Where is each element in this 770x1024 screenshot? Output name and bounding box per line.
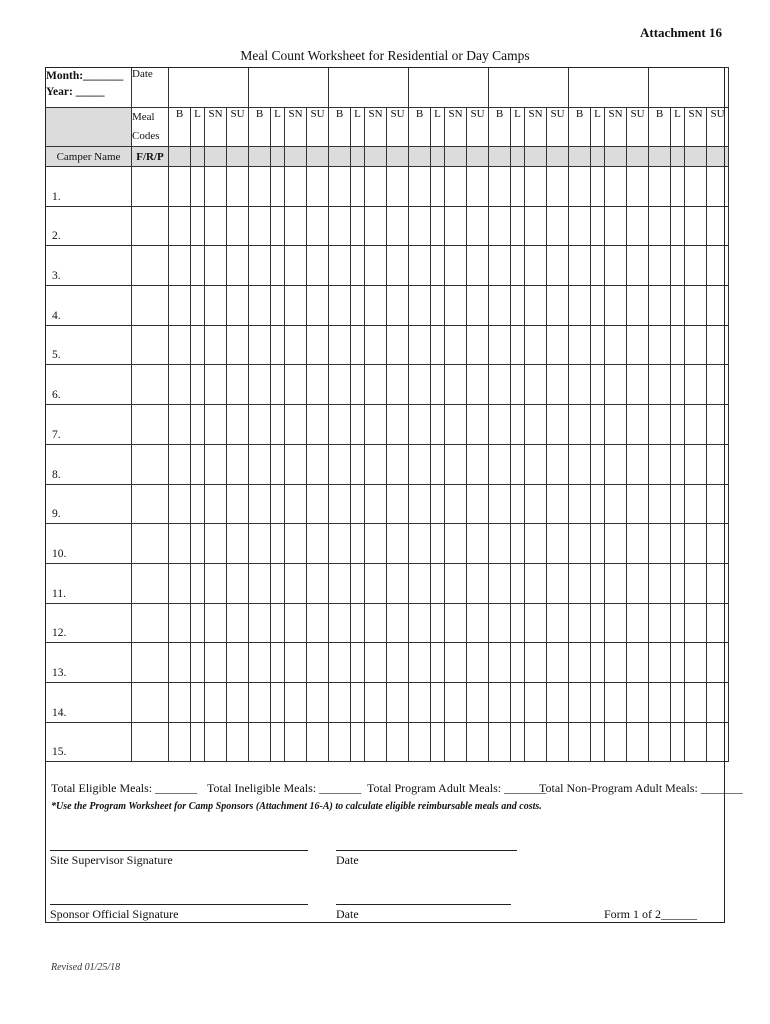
meal-code-header: SN — [205, 108, 227, 147]
camper-name-cell[interactable]: 8. — [46, 444, 132, 484]
date-label-2: Date — [336, 907, 359, 921]
meal-code-header: L — [351, 108, 365, 147]
total-eligible-meals: Total Eligible Meals: _______ — [51, 781, 198, 795]
meal-code-header: SN — [365, 108, 387, 147]
page-title: Meal Count Worksheet for Residential or Day Camps — [240, 48, 530, 63]
camper-name-cell[interactable]: 13. — [46, 643, 132, 683]
meal-code-header: SU — [387, 108, 409, 147]
meal-code-header: B — [569, 108, 591, 147]
camper-name-cell[interactable]: 6. — [46, 365, 132, 405]
meal-code-header: SU — [307, 108, 329, 147]
meal-code-header: SN — [445, 108, 467, 147]
camper-name-cell[interactable]: 7. — [46, 405, 132, 445]
date-label: Date — [132, 68, 169, 108]
meal-code-header: L — [191, 108, 205, 147]
date-label-1: Date — [336, 853, 359, 867]
camper-name-cell[interactable]: 14. — [46, 682, 132, 722]
meal-code-header: B — [489, 108, 511, 147]
year-label: Year: _____ — [46, 86, 105, 98]
camper-name-header: Camper Name — [46, 147, 132, 167]
meal-code-header: L — [591, 108, 605, 147]
meal-code-header: SN — [605, 108, 627, 147]
sponsor-official-signature-line[interactable] — [50, 904, 308, 905]
camper-name-cell[interactable]: 15. — [46, 722, 132, 762]
camper-name-cell[interactable]: 11. — [46, 563, 132, 603]
meal-codes-label-line2: Codes — [132, 130, 160, 142]
date-line-2[interactable] — [336, 904, 511, 905]
meal-code-header: SN — [285, 108, 307, 147]
total-non-program-adult-meals: Total Non-Program Adult Meals: _______ — [539, 781, 743, 795]
camper-name-cell[interactable]: 12. — [46, 603, 132, 643]
meal-code-header: SU — [467, 108, 489, 147]
camper-name-cell[interactable]: 9. — [46, 484, 132, 524]
meal-codes-label-line1: Meal — [132, 111, 155, 123]
camper-name-cell[interactable]: 10. — [46, 524, 132, 564]
meal-code-header: SU — [707, 108, 729, 147]
meal-code-header: B — [409, 108, 431, 147]
meal-code-header: B — [169, 108, 191, 147]
meal-code-header: L — [431, 108, 445, 147]
meal-code-header: SN — [685, 108, 707, 147]
month-label: Month:_______ — [46, 70, 124, 82]
instruction-note: *Use the Program Worksheet for Camp Sponsors (Attachment 16-A) to calculate eligible reimbursable meals and costs. — [51, 801, 542, 812]
revised-date: Revised 01/25/18 — [51, 962, 121, 973]
meal-code-header: SU — [627, 108, 649, 147]
meal-code-header: B — [329, 108, 351, 147]
sponsor-official-signature-label: Sponsor Official Signature — [50, 907, 179, 921]
camper-name-cell[interactable]: 1. — [46, 167, 132, 207]
meal-code-header: B — [649, 108, 671, 147]
meal-code-header: L — [671, 108, 685, 147]
camper-name-cell[interactable]: 2. — [46, 206, 132, 246]
meal-code-header: L — [511, 108, 525, 147]
camper-name-cell[interactable]: 3. — [46, 246, 132, 286]
meal-code-header: SU — [547, 108, 569, 147]
meal-code-header: B — [249, 108, 271, 147]
meal-code-header: SN — [525, 108, 547, 147]
frp-header: F/R/P — [132, 147, 169, 167]
camper-name-cell[interactable]: 5. — [46, 325, 132, 365]
site-supervisor-signature-line[interactable] — [50, 850, 308, 851]
total-program-adult-meals: Total Program Adult Meals: _______ — [367, 781, 547, 795]
date-line-1[interactable] — [336, 850, 517, 851]
camper-name-cell[interactable]: 4. — [46, 286, 132, 326]
form-page-number: Form 1 of 2______ — [604, 907, 697, 921]
attachment-label: Attachment 16 — [640, 25, 722, 40]
meal-code-header: SU — [227, 108, 249, 147]
meal-code-header: L — [271, 108, 285, 147]
site-supervisor-signature-label: Site Supervisor Signature — [50, 853, 173, 867]
total-ineligible-meals: Total Ineligible Meals: _______ — [207, 781, 362, 795]
